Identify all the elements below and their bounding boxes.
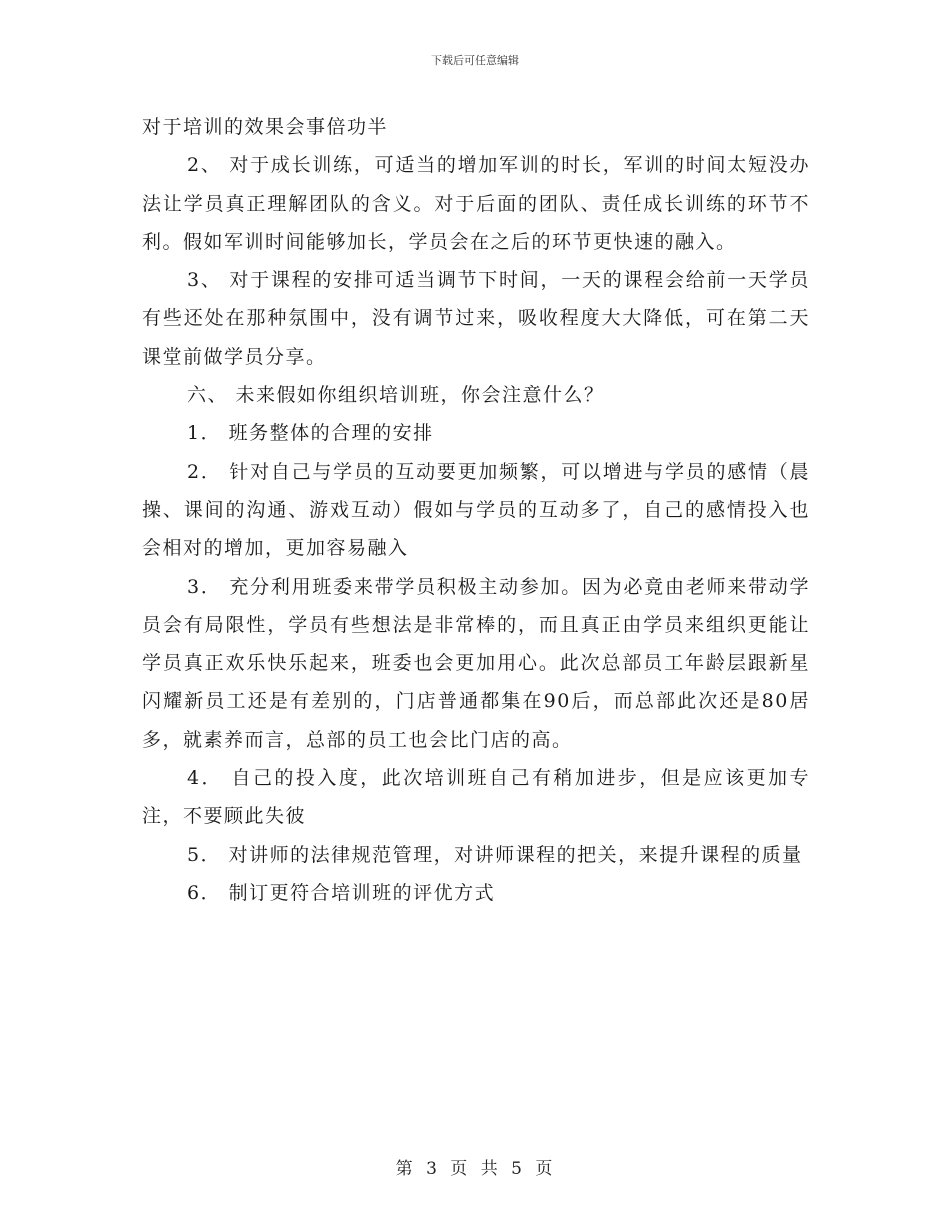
list-item-4: 4． 自己的投入度，此次培训班自己有稍加进步，但是应该更加专注，不要顾此失彼 [142,767,810,828]
section-heading-six: 六、 未来假如你组织培训班，你会注意什么？ [187,384,605,407]
page-number: 第 3 页 共 5 页 [395,1159,555,1179]
paragraph-item-2-military-training: 2、 对于成长训练，可适当的增加军训的时长，军训的时间太短没办法让学员真正理解团队的含义。对于后面的团队、责任成长训练的环节不利。假如军训时间能够加长，学员会在之后的环节更快速的融入。 [142,154,810,253]
list-item-1: 1． 班务整体的合理的安排 [187,422,434,445]
list-item-6: 6． 制订更符合培训班的评优方式 [187,881,496,904]
list-item-5: 5． 对讲师的法律规范管理，对讲师课程的把关，来提升课程的质量 [187,843,803,866]
page-header: 下载后可任意编辑 [431,54,519,67]
document-body [142,108,810,912]
paragraph-continuation: 对于培训的效果会事倍功半 [142,116,389,138]
list-item-3: 3． 充分利用班委来带学员积极主动参加。因为必竟由老师来带动学员会有局限性，学员有些想法是非常棒的，而且真正由学员来组织更能让学员真正欢乐快乐起来，班委也会更加用心。此次总部员工年龄层跟新星闪耀新员工还是有差别的，门店普通都集在90后，而总部此次还是80居多，就素养而言，总部的员工也会比门店的高。 [142,575,810,751]
list-item-2: 2． 针对自己与学员的互动要更加频繁，可以增进与学员的感情（晨操、课间的沟通、游戏互动）假如与学员的互动多了，自己的感情投入也会相对的增加，更加容易融入 [142,460,810,560]
paragraph-item-3-course-schedule: 3、 对于课程的安排可适当调节下时间，一天的课程会给前一天学员有些还处在那种氛围中，没有调节过来，吸收程度大大降低，可在第二天课堂前做学员分享。 [142,269,810,368]
